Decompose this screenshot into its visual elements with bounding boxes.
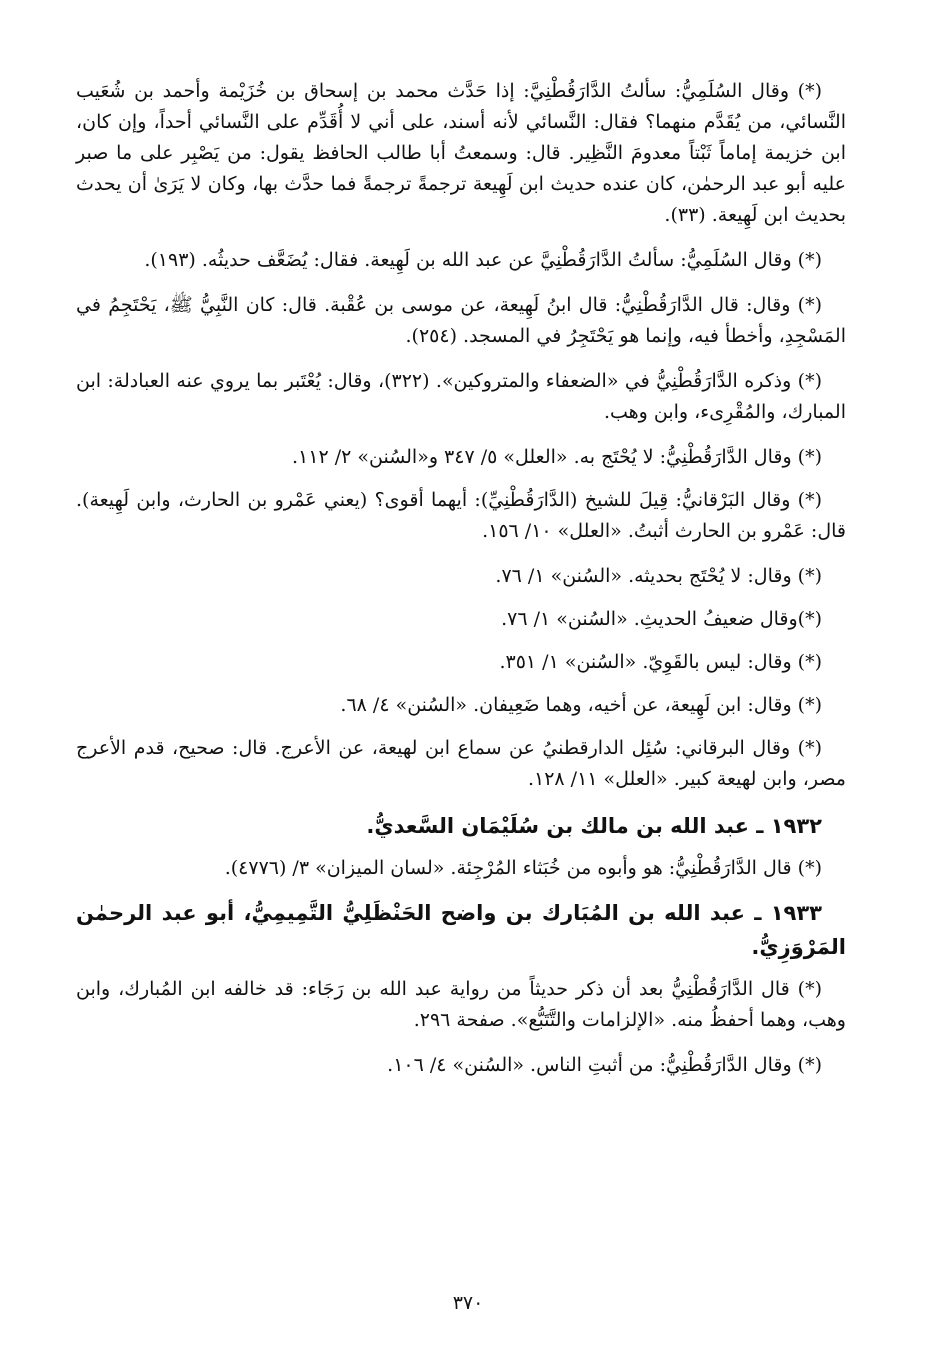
paragraph-sunan-3: (*) وقال: ليس بالقَوِيّ. «السُنن» ١/ ٣٥١. xyxy=(499,651,822,673)
paragraph-1933-a: (*) قال الدَّارَقُطْنِيُّ بعد أن ذكر حديثاً من رواية عبد الله بن رَجَاء: قد خالفه ابن المُبارك، وابن وهب، وهما أحفظُ منه. «الإلزامات والتَّتَبُّع». صفحة ٢٩٦. xyxy=(76,978,846,1031)
entry-heading-1932: ١٩٣٢ ـ عبد الله بن مالك بن سُلَيْمَان السَّعديُّ. xyxy=(366,814,822,838)
paragraph-sunan-2: (*)وقال ضعيفُ الحديثِ. «السُنن» ١/ ٧٦. xyxy=(501,608,822,630)
paragraph-musa-uqba: (*) وقال: قال الدَّارَقُطْنِيُّ: قال ابنُ لَهِيعة، عن موسى بن عُقْبة. قال: كان النَّبِيُّ ﷺ، يَحْتَجِمُ في المَسْجِدِ، وأخطأ فيه، وإنما هو يَحْتَجِرُ في المسجد. (٢٥٤). xyxy=(76,294,846,347)
paragraph-barqani-araj: (*) وقال البرقاني: سُئِل الدارقطنيُ عن سماع ابن لهيعة، عن الأعرج. قال: صحيح، قدم الأعرج مصر، وابن لهيعة كبير. «العلل» ١١/ ١٢٨. xyxy=(76,737,846,790)
paragraph-1932: (*) قال الدَّارَقُطْنِيُّ: هو وأبوه من خُبَثاء المُرْجِئة. «لسان الميزان» ٣/ (٤٧٧٦). xyxy=(224,857,822,879)
page-body xyxy=(76,76,846,1093)
paragraph-barqani-aqwa: (*) وقال البَرْقانيُّ: قِيلَ للشيخ (الدَّارَقُطْنِيِّ): أيهما أقوى؟ (يعني عَمْرو بن الحارث، وابن لَهِيعة). قال: عَمْرو بن الحارث أثبتُ. «العلل» ١٠/ ١٥٦. xyxy=(76,489,846,542)
paragraph-1933-b: (*) وقال الدَّارَقُطْنِيُّ: من أثبتِ الناس. «السُنن» ٤/ ١٠٦. xyxy=(387,1054,822,1076)
paragraph-la-yuhtaj: (*) وقال الدَّارَقُطْنِيُّ: لا يُحْتَج به. «العلل» ٥/ ٣٤٧ و«السُنن» ٢/ ١١٢. xyxy=(291,446,822,468)
paragraph-sulami-lahia: (*) وقال السُلَمِيُّ: سألتُ الدَّارَقُطْنِيَّ عن عبد الله بن لَهِيعة. فقال: يُضَعَّف حديثُه. (١٩٣). xyxy=(144,249,822,271)
entry-heading-1933: ١٩٣٣ ـ عبد الله بن المُبَارك بن واضح الحَنْظَلِيُّ التَّمِيمِيُّ، أبو عبد الرحمٰن المَرْوَزِيُّ. xyxy=(76,901,846,959)
paragraph-sulami-khuzaima: (*) وقال السُلَمِيُّ: سألتُ الدَّارَقُطْنِيَّ: إذا حَدَّث محمد بن إسحاق بن خُزَيْمة وأحمد بن شُعَيب النَّسائي، من يُقَدَّم منهما؟ فقال: النَّسائي لأنه أسند، على أني لا أُقَدِّم على النَّسائي أحداً، وإن كان، ابن خزيمة إماماً ثَبْتاً معدومَ النَّظِير. قال: وسمعتُ أبا طالب الحافظ يقول: من يَصْبِر على ما صبر عليه أبو عبد الرحمٰن، كان عنده حديث ابن لَهِيعة ترجمةً ترجمةً فما حدَّث بها، وكان لا يَرَىٰ أن يحدث بحديث ابن لَهِيعة. (٣٣). xyxy=(76,80,847,226)
paragraph-duafa: (*) وذكره الدَّارَقُطْنِيُّ في «الضعفاء والمتروكين». (٣٢٢)، وقال: يُعْتَبر بما يروي عنه العبادلة: ابن المبارك، والمُقْرِىء، وابن وهب. xyxy=(76,370,846,423)
paragraph-sunan-1: (*) وقال: لا يُحْتَج بحديثه. «السُنن» ١/ ٧٦. xyxy=(495,565,822,587)
page-number: ٣٧٠ xyxy=(452,1292,484,1314)
paragraph-sunan-4: (*) وقال: ابن لَهِيعة، عن أخيه، وهما ضَعِيفان. «السُنن» ٤/ ٦٨. xyxy=(340,694,822,716)
